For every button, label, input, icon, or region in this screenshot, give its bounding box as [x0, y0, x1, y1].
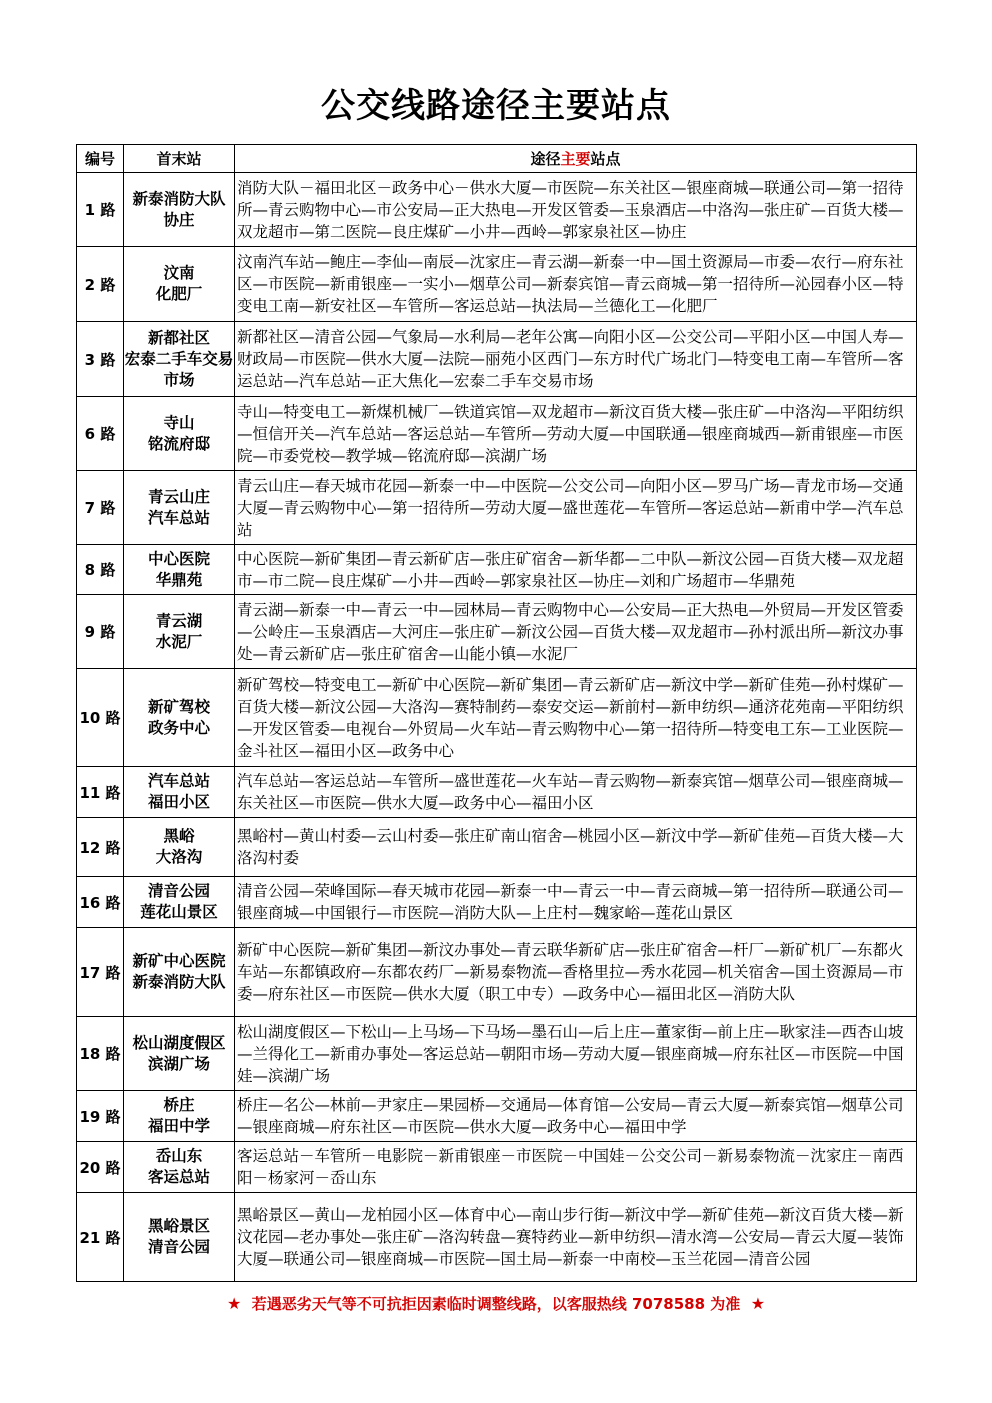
- route-start: 清音公园: [147, 882, 210, 900]
- table-row: [77, 322, 917, 397]
- header-stops: [235, 145, 917, 173]
- route-start: 新都社区: [147, 328, 210, 347]
- route-terminals: [124, 877, 235, 928]
- header-stops-post: 站点: [590, 150, 621, 168]
- route-number: 11 路: [77, 767, 124, 818]
- route-number: 7 路: [77, 471, 124, 545]
- table-row: [77, 818, 917, 877]
- route-number: 1 路: [77, 173, 124, 247]
- route-stops: 中心医院—新矿集团—青云新矿店—张庄矿宿舍—新华都—二中队—新汶公园—百货大楼—双龙超市—市二院—良庄煤矿—小井—西岭—郭家泉社区—协庄—刘和广场超市—华鼎苑: [235, 545, 917, 595]
- route-end: 铭流府邸: [147, 434, 210, 453]
- route-start: 中心医院: [147, 549, 210, 568]
- route-stops: 青云山庄—春天城市花园—新泰一中—中医院—公交公司—向阳小区—罗马广场—青龙市场—交通大厦—青云购物中心—第一招待所—劳动大厦—盛世莲花—车管所—客运总站—新甫中学—汽车总站: [235, 471, 917, 545]
- route-start: 青云山庄: [147, 487, 210, 506]
- table-row: [77, 595, 917, 669]
- route-start: 新矿驾校: [147, 697, 210, 716]
- route-number: 16 路: [77, 877, 124, 928]
- route-end: 汽车总站: [147, 508, 210, 527]
- route-start: 汶南: [163, 264, 195, 282]
- route-terminals: [124, 928, 235, 1017]
- route-start: 新泰消防大队: [132, 189, 226, 208]
- route-number: 6 路: [77, 397, 124, 471]
- table-row: [77, 1193, 917, 1282]
- star-icon: ★: [750, 1294, 766, 1313]
- route-start: 松山湖度假区: [132, 1033, 226, 1052]
- table-row: [77, 1142, 917, 1193]
- route-start: 汽车总站: [147, 772, 210, 790]
- route-end: 新泰消防大队: [132, 973, 226, 991]
- route-number: 12 路: [77, 818, 124, 877]
- route-number: 17 路: [77, 928, 124, 1017]
- table-row: [77, 397, 917, 471]
- route-terminals: [124, 669, 235, 767]
- route-end: 大洛沟: [155, 848, 203, 866]
- route-stops: 桥庄—名公—林前—尹家庄—果园桥—交通局—体育馆—公安局—青云大厦—新泰宾馆—烟草公司—银座商城—府东社区—市医院—供水大厦—政务中心—福田中学: [235, 1091, 917, 1142]
- route-stops: 新都社区—清音公园—气象局—水利局—老年公寓—向阳小区—公交公司—平阳小区—中国人寿—财政局—市医院—供水大厦—法院—丽苑小区西门—东方时代广场北门—特变电工南—车管所—客运总站—汽车总站—正大焦化—宏泰二手车交易市场: [235, 322, 917, 397]
- route-terminals: [124, 173, 235, 247]
- route-start: 青云湖: [155, 611, 203, 630]
- route-terminals: [124, 247, 235, 322]
- route-end: 客运总站: [147, 1168, 210, 1186]
- header-stops-pre: 途径: [530, 150, 561, 168]
- route-end: 华鼎苑: [155, 570, 203, 589]
- star-icon: ★: [226, 1294, 242, 1313]
- route-end: 协庄: [163, 210, 195, 229]
- table-row: [77, 173, 917, 247]
- route-number: 20 路: [77, 1142, 124, 1193]
- route-terminals: [124, 471, 235, 545]
- table-row: [77, 545, 917, 595]
- route-start: 黑峪: [163, 827, 195, 845]
- route-stops: 消防大队－福田北区－政务中心－供水大厦—市医院—东关社区—银座商城—联通公司—第一招待所—青云购物中心—市公安局—正大热电—开发区管委—玉泉酒店—中洛沟—张庄矿—百货大楼—双龙超市—第二医院—良庄煤矿—小井—西岭—郭家泉社区—协庄: [235, 173, 917, 247]
- header-stops-highlight: 主要: [560, 150, 591, 168]
- route-stops: 黑峪景区—黄山—龙柏园小区—体育中心—南山步行街—新汶中学—新矿佳苑—新汶百货大楼—新汶花园—老办事处—张庄矿—洛沟转盘—赛特药业—新申纺织—清水湾—公安局—青云大厦—装饰大厦—联通公司—银座商城—市医院—国土局—新泰一中南校—玉兰花园—清音公园: [235, 1193, 917, 1282]
- route-stops: 黑峪村—黄山村委—云山村委—张庄矿南山宿舍—桃园小区—新汶中学—新矿佳苑—百货大楼—大洛沟村委: [235, 818, 917, 877]
- footer-notice-text: 若遇恶劣天气等不可抗拒因素临时调整线路，以客服热线 7078588 为准: [251, 1295, 741, 1313]
- route-terminals: [124, 767, 235, 818]
- route-end: 化肥厂: [155, 285, 203, 303]
- route-end: 福田中学: [147, 1117, 210, 1135]
- route-stops: 青云湖—新泰一中—青云一中—园林局—青云购物中心—公安局—正大热电—外贸局—开发区管委—公岭庄—玉泉酒店—大河庄—张庄矿—新汶公园—百货大楼—双龙超市—孙村派出所—新汶办事处—青云新矿店—张庄矿宿舍—山能小镇—水泥厂: [235, 595, 917, 669]
- route-number: 10 路: [77, 669, 124, 767]
- header-terminals: 首末站: [124, 145, 235, 173]
- header-num: 编号: [77, 145, 124, 173]
- route-terminals: [124, 545, 235, 595]
- route-end: 清音公园: [147, 1238, 210, 1256]
- page-title: 公交线路途径主要站点: [321, 86, 671, 126]
- route-stops: 新矿中心医院—新矿集团—新汶办事处—青云联华新矿店—张庄矿宿舍—杆厂—新矿机厂—东都火车站—东都镇政府—东都农药厂—新易泰物流—香格里拉—秀水花园—机关宿舍—国土资源局—市委—府东社区—市医院—供水大厦（职工中专）—政务中心—福田北区—消防大队: [235, 928, 917, 1017]
- route-end: 福田小区: [147, 793, 210, 811]
- route-end: 莲花山景区: [140, 903, 218, 921]
- route-stops: 汽车总站—客运总站—车管所—盛世莲花—火车站—青云购物—新泰宾馆—烟草公司—银座商城—东关社区—市医院—供水大厦—政务中心—福田小区: [235, 767, 917, 818]
- route-number: 8 路: [77, 545, 124, 595]
- table-header-row: [77, 145, 917, 173]
- table-row: [77, 471, 917, 545]
- route-start: 新矿中心医院: [132, 952, 226, 970]
- route-stops: 寺山—特变电工—新煤机械厂—铁道宾馆—双龙超市—新汶百货大楼—张庄矿—中洛沟—平阳纺织—恒信开关—汽车总站—客运总站—车管所—劳动大厦—中国联通—银座商城西—新甫银座—市医院—市委党校—教学城—铭流府邸—滨湖广场: [235, 397, 917, 471]
- route-terminals: [124, 595, 235, 669]
- route-terminals: [124, 322, 235, 397]
- route-number: 9 路: [77, 595, 124, 669]
- route-stops: 清音公园—荣峰国际—春天城市花园—新泰一中—青云一中—青云商城—第一招待所—联通公司—银座商城—中国银行—市医院—消防大队—上庄村—魏家峪—莲花山景区: [235, 877, 917, 928]
- route-number: 2 路: [77, 247, 124, 322]
- routes-body: [77, 173, 917, 1282]
- route-end: 政务中心: [147, 718, 210, 737]
- route-stops: 汶南汽车站—鲍庄—李仙—南辰—沈家庄—青云湖—新泰一中—国土资源局—市委—农行—府东社区—市医院—新甫银座—一实小—烟草公司—新泰宾馆—青云商城—第一招待所—沁园春小区—特变电工南—新安社区—车管所—客运总站—执法局—兰德化工—化肥厂: [235, 247, 917, 322]
- route-end: 水泥厂: [155, 632, 203, 651]
- route-terminals: [124, 1193, 235, 1282]
- routes-table: [76, 144, 917, 1282]
- route-number: 18 路: [77, 1017, 124, 1091]
- route-start: 岙山东: [155, 1147, 203, 1165]
- table-row: [77, 877, 917, 928]
- route-number: 3 路: [77, 322, 124, 397]
- route-stops: 客运总站－车管所－电影院－新甫银座－市医院－中国娃－公交公司－新易泰物流－沈家庄－南西阳－杨家河－岙山东: [235, 1142, 917, 1193]
- route-number: 19 路: [77, 1091, 124, 1142]
- table-row: [77, 247, 917, 322]
- route-terminals: [124, 397, 235, 471]
- table-row: [77, 1017, 917, 1091]
- footer-notice: [0, 1293, 992, 1314]
- route-start: 寺山: [163, 413, 195, 432]
- route-start: 桥庄: [163, 1096, 195, 1114]
- route-stops: 松山湖度假区—下松山—上马场—下马场—墨石山—后上庄—董家街—前上庄—耿家洼—西杏山坡—兰得化工—新甫办事处—客运总站—朝阳市场—劳动大厦—银座商城—府东社区—市医院—中国娃—滨湖广场: [235, 1017, 917, 1091]
- route-end: 宏泰二手车交易市场: [124, 349, 234, 389]
- route-terminals: [124, 1091, 235, 1142]
- route-start: 黑峪景区: [147, 1217, 210, 1235]
- route-end: 滨湖广场: [147, 1054, 210, 1073]
- route-stops: 新矿驾校—特变电工—新矿中心医院—新矿集团—青云新矿店—新汶中学—新矿佳苑—孙村煤矿—百货大楼—新汶公园—大洛沟—赛特制药—泰安交运—新前村—新申纺织—通济花苑南—平阳纺织—开发区管委—电视台—外贸局—火车站—青云购物中心—第一招待所—特变电工东—工业医院—金斗社区—福田小区—政务中心: [235, 669, 917, 767]
- route-terminals: [124, 1142, 235, 1193]
- route-number: 21 路: [77, 1193, 124, 1282]
- route-terminals: [124, 1017, 235, 1091]
- table-row: [77, 669, 917, 767]
- table-row: [77, 767, 917, 818]
- table-row: [77, 928, 917, 1017]
- route-terminals: [124, 818, 235, 877]
- table-row: [77, 1091, 917, 1142]
